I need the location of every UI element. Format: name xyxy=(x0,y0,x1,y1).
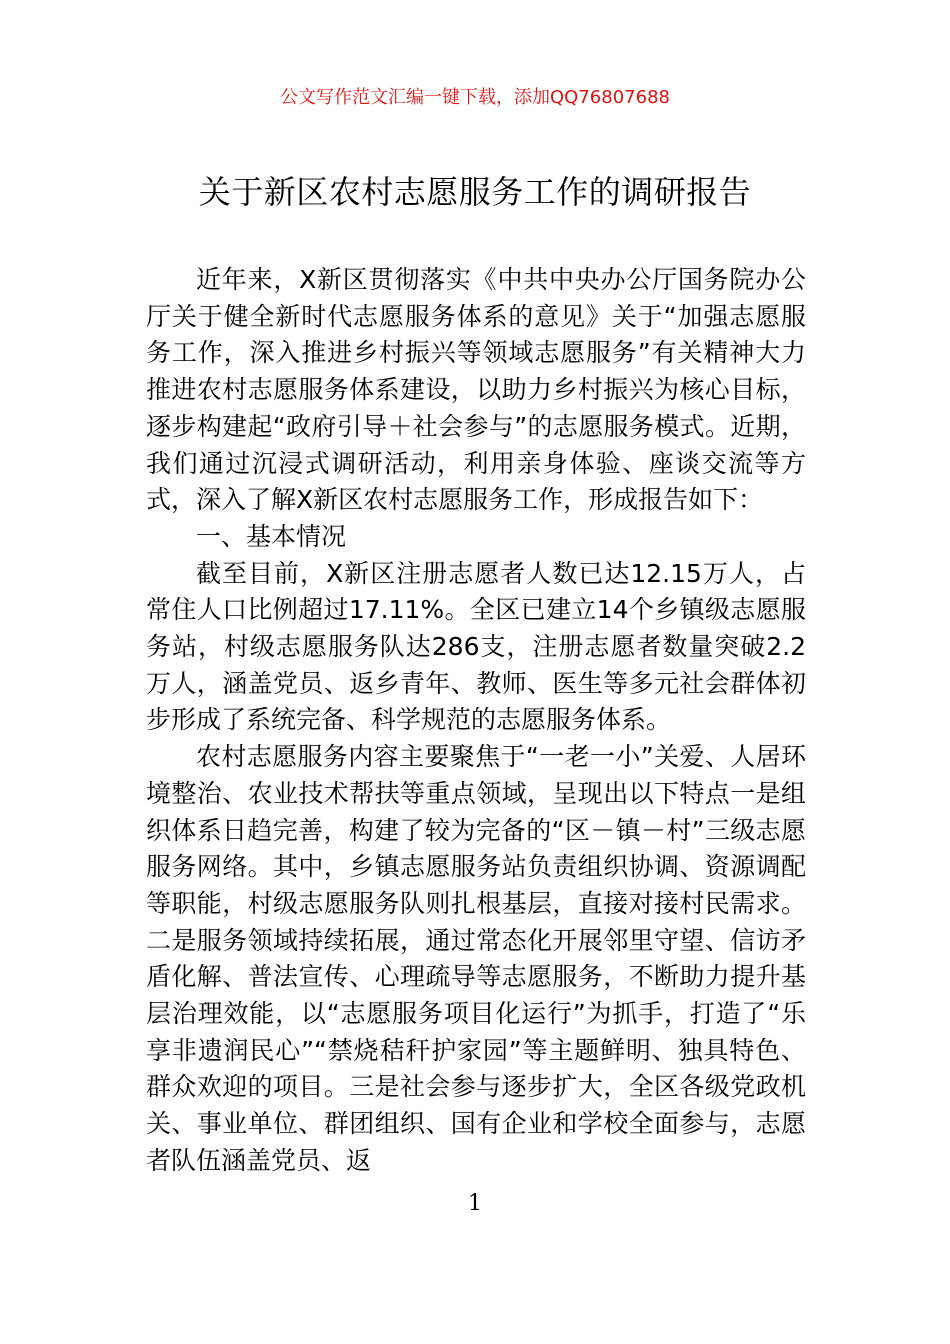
document-body xyxy=(146,262,806,1180)
paragraph-intro: 近年来，X新区贯彻落实《中共中央办公厅国务院办公厅关于健全新时代志愿服务体系的意见》关于“加强志愿服务工作，深入推进乡村振兴等领域志愿服务”有关精神大力推进农村志愿服务体系建设，以助力乡村振兴为核心目标，逐步构建起“政府引导＋社会参与”的志愿服务模式。近期，我们通过沉浸式调研活动，利用亲身体验、座谈交流等方式，深入了解X新区农村志愿服务工作，形成报告如下： xyxy=(146,265,806,515)
document-title: 关于新区农村志愿服务工作的调研报告 xyxy=(198,173,752,211)
section-heading-basic-situation: 一、基本情况 xyxy=(196,521,347,551)
paragraph-statistics: 截至目前，X新区注册志愿者人数已达12.15万人，占常住人口比例超过17.11%。全区已建立14个乡镇级志愿服务站，村级志愿服务队达286支，注册志愿者数量突破2.2万人，涵盖党员、返乡青年、教师、医生等多元社会群体初步形成了系统完备、科学规范的志愿服务体系。 xyxy=(146,558,806,735)
header-notice: 公文写作范文汇编一键下载，添加QQ76807688 xyxy=(280,87,670,108)
paragraph-features: 农村志愿服务内容主要聚焦于“一老一小”关爱、人居环境整治、农业技术帮扶等重点领域，呈现出以下特点一是组织体系日趋完善，构建了较为完备的“区－镇－村”三级志愿服务网络。其中，乡镇志愿服务站负责组织协调、资源调配等职能，村级志愿服务队则扎根基层，直接对接村民需求。二是服务领域持续拓展，通过常态化开展邻里守望、信访矛盾化解、普法宣传、心理疏导等志愿服务，不断助力提升基层治理效能，以“志愿服务项目化运行”为抓手，打造了“乐享非遗润民心”“禁烧秸秆护家园”等主题鲜明、独具特色、群众欢迎的项目。三是社会参与逐步扩大，全区各级党政机关、事业单位、群团组织、国有企业和学校全面参与，志愿者队伍涵盖党员、返 xyxy=(146,742,806,1175)
page-number: 1 xyxy=(468,1191,482,1216)
